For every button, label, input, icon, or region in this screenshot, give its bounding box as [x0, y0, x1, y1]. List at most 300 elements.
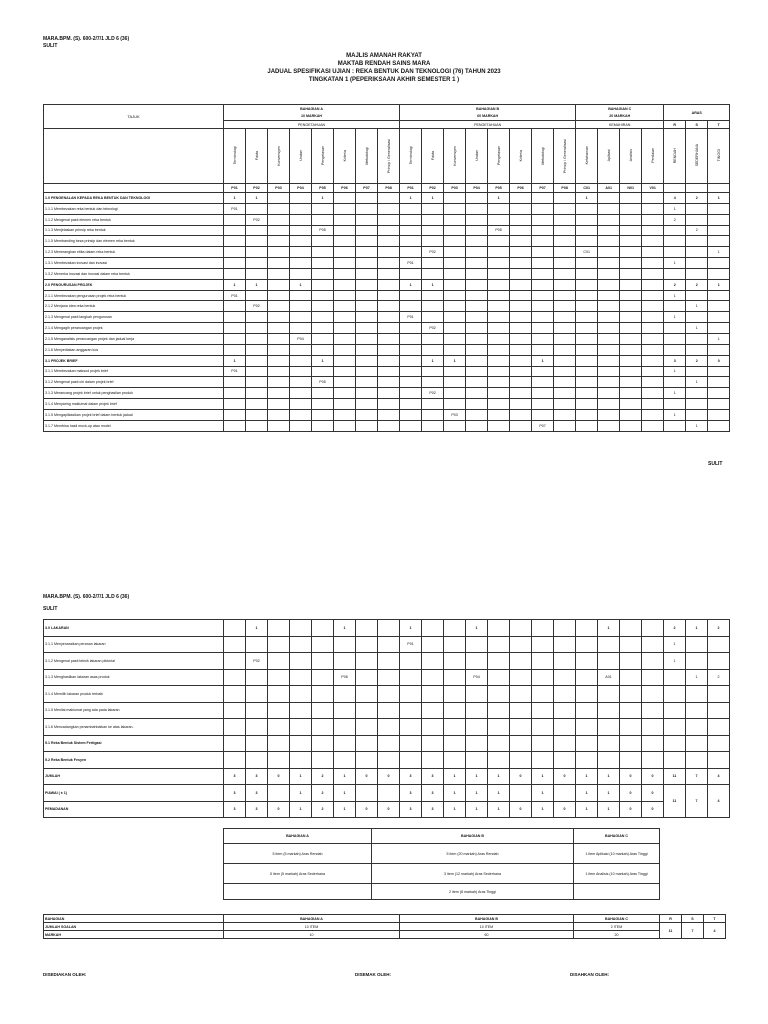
table-cell [466, 735, 488, 752]
table-row [44, 236, 730, 247]
column-header [488, 129, 510, 184]
table-cell [400, 388, 422, 399]
table-cell [224, 409, 246, 420]
table-cell [620, 203, 642, 214]
column-header [290, 129, 312, 184]
table-cell [422, 225, 444, 236]
table-cell [554, 247, 576, 258]
table-cell: 1 [466, 768, 488, 785]
table-cell [334, 333, 356, 344]
table-cell [268, 409, 290, 420]
table-cell [422, 686, 444, 703]
table-cell: 0 [510, 801, 532, 818]
table-cell [268, 686, 290, 703]
table-cell [422, 290, 444, 301]
table-cell: 3 [246, 785, 268, 802]
table-cell [576, 420, 598, 431]
table-cell [598, 409, 620, 420]
table-cell [356, 323, 378, 334]
table-cell: P05 [312, 377, 334, 388]
table-cell [510, 653, 532, 670]
row-label: 3.1.1 Membezakan maksud projek brief [44, 366, 224, 377]
table-cell [268, 355, 290, 366]
table-cell [488, 620, 510, 637]
table-cell: 2 [686, 193, 708, 204]
table-cell [598, 636, 620, 653]
table-cell [400, 399, 422, 410]
table-cell [510, 702, 532, 719]
table-cell [532, 236, 554, 247]
table-cell [356, 752, 378, 769]
table-cell [268, 636, 290, 653]
column-header-label: Kefahaman [584, 146, 589, 165]
table-cell [488, 366, 510, 377]
table-cell [686, 236, 708, 247]
table-cell [224, 620, 246, 637]
table-cell [642, 752, 664, 769]
table-cell: P01 [224, 203, 246, 214]
table-cell [488, 301, 510, 312]
table-cell [290, 268, 312, 279]
table-cell [312, 214, 334, 225]
bahagian-b-domain: PENGETAHUAN [400, 121, 576, 129]
table-cell [554, 636, 576, 653]
table-cell [532, 702, 554, 719]
table-cell [444, 399, 466, 410]
table-cell [642, 388, 664, 399]
table-cell [356, 344, 378, 355]
table-cell [708, 236, 730, 247]
table-cell [686, 258, 708, 269]
table-cell [510, 785, 532, 802]
table-cell [290, 301, 312, 312]
table-cell: 1 [400, 620, 422, 637]
bottom-b-mark: 60 [400, 931, 574, 939]
table-cell [554, 290, 576, 301]
table-cell [356, 636, 378, 653]
table-cell [466, 686, 488, 703]
table-cell [334, 312, 356, 323]
table-row [44, 279, 730, 290]
table-cell [532, 247, 554, 258]
table-cell [620, 344, 642, 355]
table-cell [290, 366, 312, 377]
document-reference-page2 [43, 594, 129, 613]
row-label: 2.1.2 Menjana idea reka bentuk [44, 301, 224, 312]
table-cell [532, 279, 554, 290]
table-cell [400, 719, 422, 736]
table-cell [224, 420, 246, 431]
classification-label: SULIT [43, 606, 58, 612]
table-cell [378, 702, 400, 719]
table-cell [708, 388, 730, 399]
table-cell [312, 752, 334, 769]
table-cell: 1 [312, 193, 334, 204]
table-cell [400, 377, 422, 388]
table-row [44, 669, 730, 686]
table-cell [356, 355, 378, 366]
table-cell [400, 702, 422, 719]
table-cell [708, 366, 730, 377]
table-cell [290, 247, 312, 258]
table-cell [356, 620, 378, 637]
table-cell [378, 409, 400, 420]
table-cell [268, 290, 290, 301]
table-cell [422, 333, 444, 344]
table-cell [620, 333, 642, 344]
table-cell [620, 686, 642, 703]
table-cell [664, 377, 686, 388]
bottom-bahagian-b: BAHAGIAN B [400, 915, 574, 923]
table-cell [224, 214, 246, 225]
table-cell: 1 [532, 768, 554, 785]
table-cell [686, 636, 708, 653]
table-cell [422, 669, 444, 686]
table-cell: 1 [708, 279, 730, 290]
table-cell [576, 653, 598, 670]
table-cell: 0 [554, 768, 576, 785]
table-cell [312, 344, 334, 355]
code-cell: P01 [224, 184, 246, 193]
table-cell: 2 [686, 279, 708, 290]
table-cell [268, 312, 290, 323]
table-cell [488, 355, 510, 366]
table-cell [268, 236, 290, 247]
table-cell [488, 735, 510, 752]
table-cell [510, 355, 532, 366]
table-cell: 1 [576, 768, 598, 785]
table-cell [554, 702, 576, 719]
table-cell [554, 669, 576, 686]
table-cell [620, 719, 642, 736]
column-header-label: Urutan [298, 150, 303, 161]
table-cell [312, 290, 334, 301]
table-row [44, 636, 730, 653]
table-cell [444, 247, 466, 258]
table-cell [620, 323, 642, 334]
table-cell [664, 333, 686, 344]
table-cell [642, 247, 664, 258]
document-reference [43, 36, 129, 50]
table-cell [510, 290, 532, 301]
bahagian-b-header: BAHAGIAN B [400, 105, 576, 113]
table-cell [422, 344, 444, 355]
table-row [44, 752, 730, 769]
table-cell [466, 702, 488, 719]
table-cell [642, 203, 664, 214]
column-header [334, 129, 356, 184]
table-cell [422, 377, 444, 388]
column-header-label: Prinsip / Generalisasi [386, 138, 391, 173]
table-cell [598, 301, 620, 312]
table-cell [356, 719, 378, 736]
table-cell [510, 752, 532, 769]
table-cell [620, 377, 642, 388]
table-row [44, 203, 730, 214]
column-header [422, 129, 444, 184]
table-cell [686, 247, 708, 258]
row-label: 2.1.4 Mengagih perancangan projek [44, 323, 224, 334]
table-cell [268, 214, 290, 225]
table-cell [400, 290, 422, 301]
table-cell [598, 355, 620, 366]
table-row [44, 268, 730, 279]
column-header-label: TINGGI [716, 149, 721, 162]
table-cell [422, 236, 444, 247]
table-cell [378, 323, 400, 334]
table-cell [554, 409, 576, 420]
table-cell: 1 [598, 620, 620, 637]
table-cell [356, 258, 378, 269]
table-cell [642, 620, 664, 637]
table-cell [554, 225, 576, 236]
table-cell [532, 323, 554, 334]
table-cell [444, 203, 466, 214]
table-cell: P03 [444, 409, 466, 420]
table-cell [422, 653, 444, 670]
table-cell [488, 420, 510, 431]
table-cell [224, 312, 246, 323]
table-cell: 3 [246, 801, 268, 818]
table-row [44, 620, 730, 637]
table-cell [620, 702, 642, 719]
table-cell [488, 279, 510, 290]
table-cell [444, 290, 466, 301]
table-cell [224, 399, 246, 410]
table-cell [466, 203, 488, 214]
table-cell [510, 247, 532, 258]
table-cell: 1 [532, 785, 554, 802]
table-row [44, 801, 730, 818]
specification-table-page2 [43, 619, 730, 818]
table-cell [620, 388, 642, 399]
table-cell [686, 203, 708, 214]
table-cell [466, 388, 488, 399]
code-cell: V01 [642, 184, 664, 193]
column-header [532, 129, 554, 184]
table-cell [598, 702, 620, 719]
table-cell [642, 225, 664, 236]
table-cell [620, 268, 642, 279]
table-cell: 1 [664, 636, 686, 653]
table-cell [598, 752, 620, 769]
table-cell [708, 214, 730, 225]
table-cell [444, 388, 466, 399]
table-cell [334, 203, 356, 214]
table-cell [334, 719, 356, 736]
classification-label: SULIT [43, 43, 58, 49]
table-cell [224, 301, 246, 312]
table-cell [664, 301, 686, 312]
row-label: 3.1.5 Mengaplikasikan projek brief dalam bentuk jadual [44, 409, 224, 420]
table-cell [290, 620, 312, 637]
table-cell [466, 355, 488, 366]
table-cell [576, 366, 598, 377]
bottom-s-value: 7 [682, 923, 704, 939]
row-label: 3.1.2 Mengenal pasti teknik lakaran piktorial [44, 653, 224, 670]
table-cell: 7 [686, 768, 708, 785]
table-cell [598, 214, 620, 225]
table-cell [576, 409, 598, 420]
table-cell [488, 669, 510, 686]
table-cell [378, 686, 400, 703]
table-cell [620, 653, 642, 670]
table-cell [598, 323, 620, 334]
table-cell [422, 752, 444, 769]
table-cell [400, 203, 422, 214]
table-cell [356, 312, 378, 323]
table-row [44, 301, 730, 312]
table-cell: 1 [290, 785, 312, 802]
specification-table-page1 [43, 104, 730, 432]
table-cell [378, 420, 400, 431]
table-cell [488, 268, 510, 279]
table-cell [642, 377, 664, 388]
table-cell: P05 [488, 225, 510, 236]
table-row [44, 719, 730, 736]
table-cell [620, 290, 642, 301]
table-cell: P01 [400, 636, 422, 653]
table-cell [444, 653, 466, 670]
table-cell [312, 268, 334, 279]
table-cell [708, 203, 730, 214]
table-cell [422, 203, 444, 214]
table-cell [378, 290, 400, 301]
table-cell: P05 [312, 225, 334, 236]
table-cell [246, 290, 268, 301]
table-cell [466, 225, 488, 236]
table-cell: 1 [532, 355, 554, 366]
row-label: 3.1 PROJEK BRIEF [44, 355, 224, 366]
table-cell [378, 785, 400, 802]
table-cell [576, 333, 598, 344]
table-cell [598, 686, 620, 703]
table-cell [268, 193, 290, 204]
table-cell [444, 312, 466, 323]
table-cell [422, 301, 444, 312]
table-cell: 1 [708, 193, 730, 204]
table-cell [488, 214, 510, 225]
table-cell [510, 344, 532, 355]
table-cell [554, 399, 576, 410]
table-cell: 0 [642, 801, 664, 818]
table-cell [378, 333, 400, 344]
column-header-label: Penilaian [650, 148, 655, 163]
table-cell [224, 702, 246, 719]
table-cell [378, 203, 400, 214]
table-cell [576, 719, 598, 736]
table-cell [246, 735, 268, 752]
table-cell [708, 752, 730, 769]
table-cell [554, 752, 576, 769]
document-title-block [0, 52, 768, 84]
table-cell [598, 225, 620, 236]
table-cell [246, 258, 268, 269]
column-header-label: Prinsip / Generalisasi [562, 138, 567, 173]
table-cell: 1 [422, 193, 444, 204]
table-cell [224, 735, 246, 752]
table-cell [356, 409, 378, 420]
table-cell: 3 [224, 801, 246, 818]
table-cell [686, 702, 708, 719]
table-cell [444, 752, 466, 769]
table-cell [686, 333, 708, 344]
table-cell: 0 [620, 801, 642, 818]
table-cell [686, 312, 708, 323]
table-cell [224, 636, 246, 653]
table-cell [224, 225, 246, 236]
table-row [44, 409, 730, 420]
table-cell [312, 653, 334, 670]
table-cell [444, 366, 466, 377]
table-cell [598, 420, 620, 431]
table-cell: 0 [642, 768, 664, 785]
table-cell [532, 735, 554, 752]
table-cell [466, 323, 488, 334]
column-header [268, 129, 290, 184]
table-cell: 0 [642, 785, 664, 802]
table-cell [576, 752, 598, 769]
table-cell [246, 333, 268, 344]
table-cell [378, 344, 400, 355]
table-cell [378, 355, 400, 366]
table-cell: 1 [400, 279, 422, 290]
table-cell [312, 686, 334, 703]
table-cell [488, 333, 510, 344]
table-cell [378, 399, 400, 410]
table-cell [642, 279, 664, 290]
table-cell [576, 620, 598, 637]
table-cell [686, 290, 708, 301]
title-line: MAKTAB RENDAH SAINS MARA [337, 61, 431, 67]
table-cell [576, 225, 598, 236]
table-cell [708, 258, 730, 269]
table-cell: P02 [422, 323, 444, 334]
table-row [44, 735, 730, 752]
table-cell [400, 344, 422, 355]
table-cell [444, 620, 466, 637]
table-cell [598, 268, 620, 279]
table-cell [664, 268, 686, 279]
table-cell [708, 312, 730, 323]
table-cell [400, 669, 422, 686]
table-cell [488, 344, 510, 355]
table-cell [334, 702, 356, 719]
table-cell [598, 719, 620, 736]
table-cell [356, 377, 378, 388]
table-cell [576, 377, 598, 388]
table-row [44, 258, 730, 269]
table-cell [708, 301, 730, 312]
table-cell: 1 [466, 801, 488, 818]
table-cell [686, 344, 708, 355]
code-cell: P06 [334, 184, 356, 193]
table-cell [664, 719, 686, 736]
table-cell: 1 [576, 193, 598, 204]
row-label: 2.0 PENGURUSAN PROJEK [44, 279, 224, 290]
table-cell [510, 193, 532, 204]
table-cell [334, 409, 356, 420]
table-cell [444, 344, 466, 355]
table-cell [708, 686, 730, 703]
table-cell [246, 399, 268, 410]
table-cell [576, 301, 598, 312]
table-cell [620, 258, 642, 269]
table-cell [466, 279, 488, 290]
table-cell [268, 225, 290, 236]
table-cell [268, 366, 290, 377]
table-cell [554, 344, 576, 355]
